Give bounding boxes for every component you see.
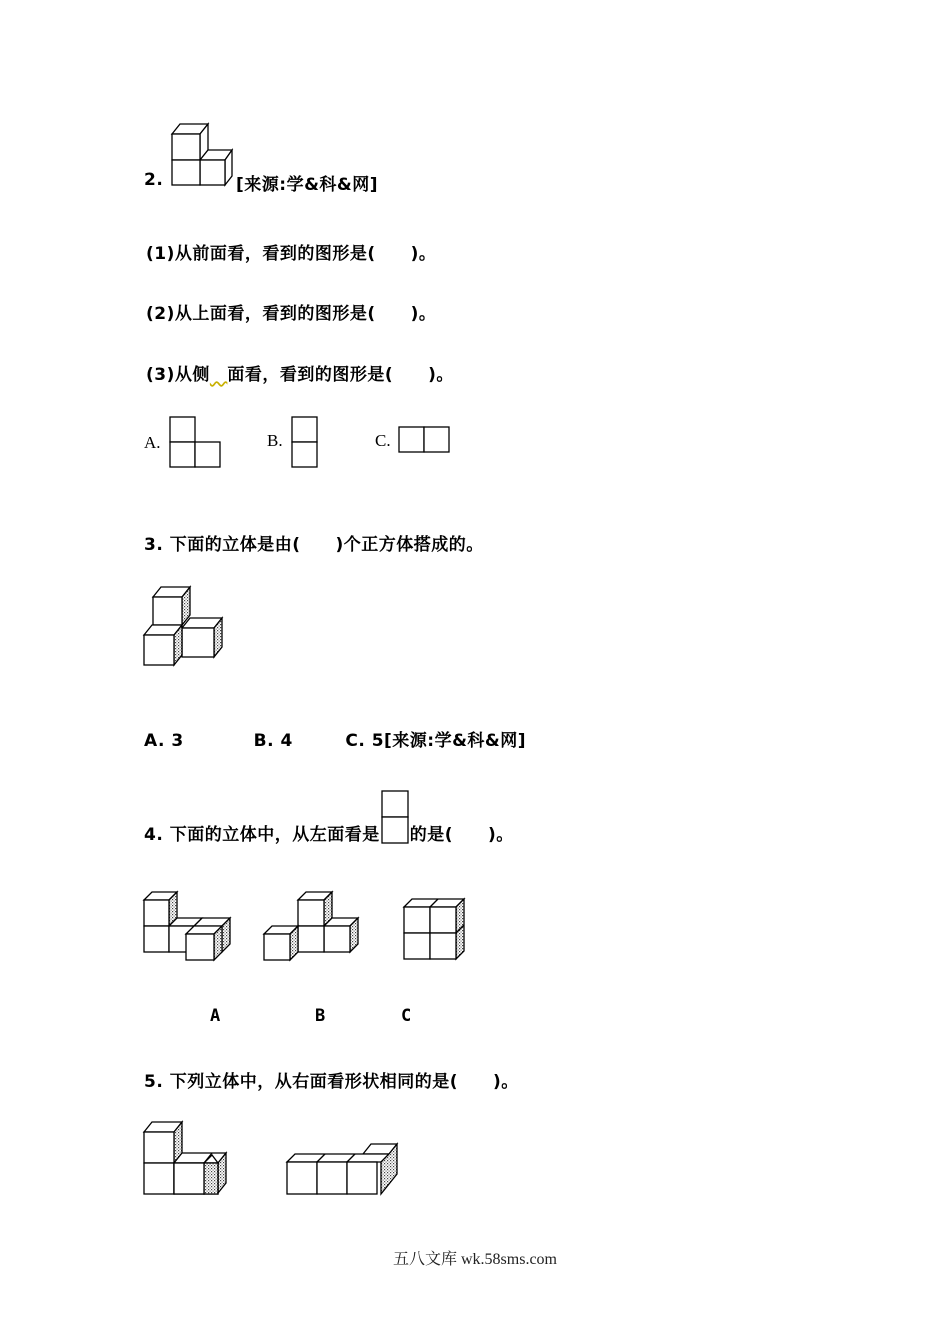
q2-option-c-label: C. bbox=[375, 431, 391, 450]
q4-question bbox=[144, 820, 514, 845]
q2-sub3-b: 面看，看到的图形是( )。 bbox=[227, 365, 454, 385]
q4-target-shape bbox=[380, 830, 410, 840]
q4-label-b: B bbox=[315, 1006, 326, 1026]
q2-number: 2. bbox=[144, 170, 164, 190]
q2-sub3-a: (3)从侧 bbox=[146, 365, 210, 385]
q2-option-a-shape bbox=[169, 416, 223, 468]
footer-watermark: 五八文库 wk.58sms.com bbox=[392, 1251, 557, 1268]
q4-target-shape-svg bbox=[381, 790, 411, 844]
q4-text-a: 4. 下面的立体中，从左面看是 bbox=[144, 825, 380, 845]
q2-option-a-label: A. bbox=[144, 433, 161, 452]
q4-text-b: 的是( )。 bbox=[409, 825, 514, 845]
q3-text: 3. 下面的立体是由( )个正方体搭成的。 bbox=[144, 535, 484, 555]
q3-cube-figure bbox=[142, 585, 227, 670]
q3-options: A. 3 B. 4 C. 5[来源:学&科&网] bbox=[144, 731, 527, 751]
q4-label-a: A bbox=[210, 1006, 221, 1026]
q4-option-a-figure bbox=[142, 890, 234, 965]
q2-sub1: (1)从前面看，看到的图形是( )。 bbox=[146, 244, 437, 264]
q2-cube-figure bbox=[170, 122, 240, 188]
q2-source: [来源:学&科&网] bbox=[236, 175, 378, 195]
q4-label-c: C bbox=[401, 1006, 412, 1026]
q2-option-b-shape bbox=[291, 416, 319, 468]
q2-sub2: (2)从上面看，看到的图形是( )。 bbox=[146, 304, 437, 324]
q5-figure-1 bbox=[142, 1120, 230, 1198]
q2-option-b-label: B. bbox=[267, 431, 283, 450]
q5-figure-2 bbox=[285, 1142, 403, 1198]
q2-sub3-gap bbox=[210, 365, 228, 385]
q4-option-b-figure bbox=[262, 890, 362, 965]
q5-text: 5. 下列立体中，从右面看形状相同的是( )。 bbox=[144, 1072, 519, 1092]
q2-sub3 bbox=[146, 360, 454, 385]
q4-option-c-figure bbox=[402, 897, 468, 963]
q2-option-c-shape bbox=[398, 426, 452, 454]
